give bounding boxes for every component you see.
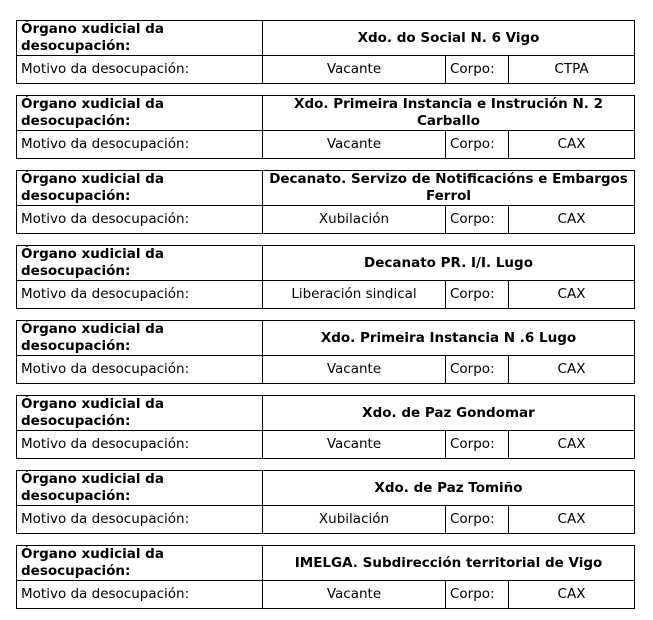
vacancy-entry bbox=[16, 470, 635, 534]
organ-row bbox=[17, 171, 635, 206]
organ-value: Xdo. Primeira Instancia e Instrución N. 2 Carballo bbox=[263, 96, 635, 131]
reason-value: Vacante bbox=[263, 356, 446, 384]
corps-value: CAX bbox=[509, 281, 635, 309]
organ-value: Xdo. Primeira Instancia N .6 Lugo bbox=[263, 321, 635, 356]
corps-value: CAX bbox=[509, 206, 635, 234]
reason-row bbox=[17, 206, 635, 234]
vacancy-entry bbox=[16, 395, 635, 459]
corps-label: Corpo: bbox=[446, 281, 509, 309]
vacancy-list bbox=[16, 20, 634, 620]
reason-value: Vacante bbox=[263, 431, 446, 459]
reason-label: Motivo da desocupación: bbox=[17, 131, 263, 159]
organ-value: Xdo. de Paz Gondomar bbox=[263, 396, 635, 431]
corps-label: Corpo: bbox=[446, 56, 509, 84]
reason-value: Xubilación bbox=[263, 506, 446, 534]
reason-label: Motivo da desocupación: bbox=[17, 581, 263, 609]
corps-label: Corpo: bbox=[446, 431, 509, 459]
corps-label: Corpo: bbox=[446, 356, 509, 384]
organ-label: Órgano xudicial da desocupación: bbox=[17, 21, 263, 56]
organ-row bbox=[17, 246, 635, 281]
reason-value: Liberación sindical bbox=[263, 281, 446, 309]
organ-label: Órgano xudicial da desocupación: bbox=[17, 321, 263, 356]
reason-row bbox=[17, 281, 635, 309]
organ-label: Órgano xudicial da desocupación: bbox=[17, 471, 263, 506]
organ-value: Xdo. de Paz Tomiño bbox=[263, 471, 635, 506]
reason-label: Motivo da desocupación: bbox=[17, 281, 263, 309]
vacancy-entry bbox=[16, 545, 635, 609]
corps-label: Corpo: bbox=[446, 581, 509, 609]
corps-value: CAX bbox=[509, 356, 635, 384]
organ-label: Órgano xudicial da desocupación: bbox=[17, 396, 263, 431]
reason-row bbox=[17, 56, 635, 84]
organ-label: Órgano xudicial da desocupación: bbox=[17, 96, 263, 131]
vacancy-entry bbox=[16, 320, 635, 384]
reason-row bbox=[17, 131, 635, 159]
vacancy-entry bbox=[16, 170, 635, 234]
reason-value: Vacante bbox=[263, 581, 446, 609]
reason-row bbox=[17, 356, 635, 384]
organ-row bbox=[17, 21, 635, 56]
organ-label: Órgano xudicial da desocupación: bbox=[17, 546, 263, 581]
reason-label: Motivo da desocupación: bbox=[17, 56, 263, 84]
organ-label: Órgano xudicial da desocupación: bbox=[17, 246, 263, 281]
organ-row bbox=[17, 396, 635, 431]
reason-label: Motivo da desocupación: bbox=[17, 506, 263, 534]
organ-value: Xdo. do Social N. 6 Vigo bbox=[263, 21, 635, 56]
vacancy-entry bbox=[16, 245, 635, 309]
organ-value: Decanato PR. I/I. Lugo bbox=[263, 246, 635, 281]
organ-label: Órgano xudicial da desocupación: bbox=[17, 171, 263, 206]
reason-row bbox=[17, 506, 635, 534]
reason-value: Vacante bbox=[263, 56, 446, 84]
organ-row bbox=[17, 321, 635, 356]
vacancy-entry bbox=[16, 20, 635, 84]
reason-row bbox=[17, 581, 635, 609]
corps-value: CAX bbox=[509, 131, 635, 159]
reason-row bbox=[17, 431, 635, 459]
corps-value: CAX bbox=[509, 506, 635, 534]
corps-value: CAX bbox=[509, 431, 635, 459]
corps-value: CAX bbox=[509, 581, 635, 609]
reason-label: Motivo da desocupación: bbox=[17, 356, 263, 384]
reason-value: Xubilación bbox=[263, 206, 446, 234]
corps-label: Corpo: bbox=[446, 506, 509, 534]
reason-label: Motivo da desocupación: bbox=[17, 431, 263, 459]
organ-value: IMELGA. Subdirección territorial de Vigo bbox=[263, 546, 635, 581]
corps-label: Corpo: bbox=[446, 131, 509, 159]
corps-value: CTPA bbox=[509, 56, 635, 84]
vacancy-entry bbox=[16, 95, 635, 159]
organ-row bbox=[17, 471, 635, 506]
reason-label: Motivo da desocupación: bbox=[17, 206, 263, 234]
reason-value: Vacante bbox=[263, 131, 446, 159]
corps-label: Corpo: bbox=[446, 206, 509, 234]
organ-row bbox=[17, 96, 635, 131]
organ-value: Decanato. Servizo de Notificacións e Embargos Ferrol bbox=[263, 171, 635, 206]
organ-row bbox=[17, 546, 635, 581]
